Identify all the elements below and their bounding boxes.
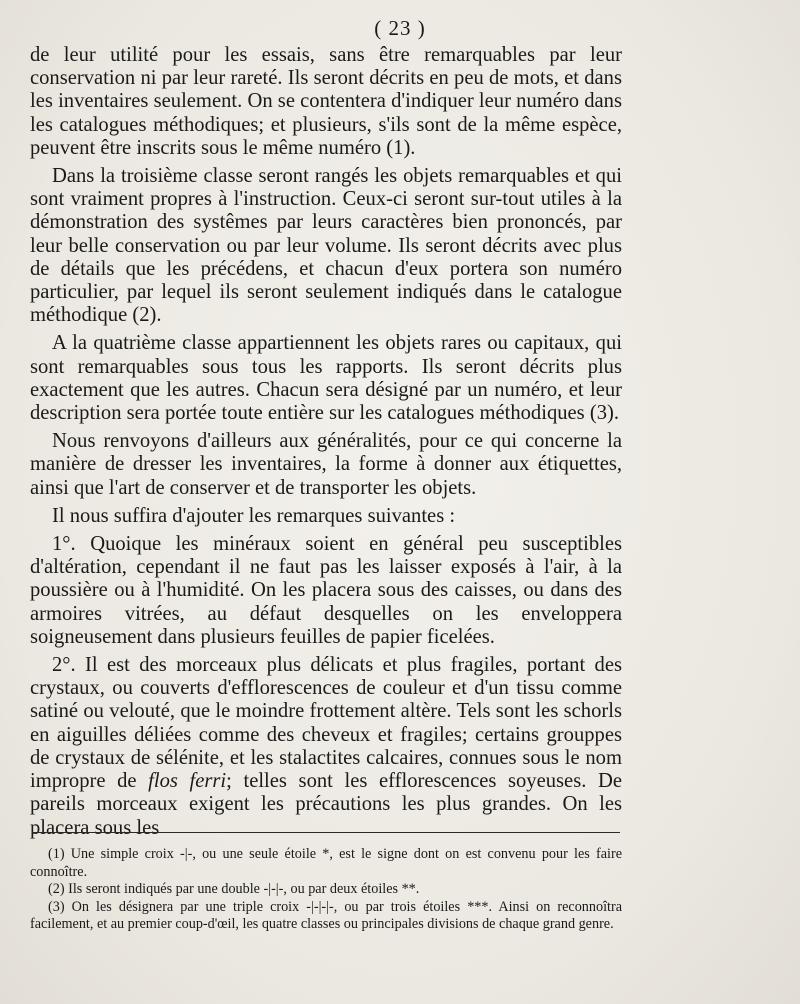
paragraph-remark-1: 1°. Quoique les minéraux soient en général peu susceptibles d'altération, cependant il ne faut pas les laisser exposés à l'air, à la poussière ou à l'humidité. On les placera sous des caisses, ou dans des armoires vitrées, au défaut desquelles on les enveloppera soigneusement dans plusieurs feuilles de papier ficelées. xyxy=(30,533,622,648)
page-number: ( 23 ) xyxy=(374,16,426,40)
paragraph-third-class: Dans la troisième classe seront rangés les objets remarquables et qui sont vraiment propres à l'instruction. Ceux-ci seront sur-tout utiles à la démonstration des systêmes par leurs caractères bien prononcés, par leur belle conservation ou par leur volume. Ils seront décrits avec plus de détails que les précédens, et chacun d'eux portera son numéro particulier, par lequel ils seront seulement indiqués dans le catalogue méthodique (2). xyxy=(30,165,622,327)
remark-2-text-end: ; telles sont les efflorescences soyeuses. De pareils morceaux exigent les précautions les plus grandes. On les placera sous les xyxy=(30,770,622,839)
paragraph-references: Nous renvoyons d'ailleurs aux généralités, pour ce qui concerne la manière de dresser les inventaires, la forme à donner aux étiquettes, ainsi que l'art de conserver et de transporter les objets. xyxy=(30,430,622,499)
paragraph-remark-2 xyxy=(30,654,622,840)
footnote-1: (1) Une simple croix -|-, ou une seule étoile *, est le signe dont on est convenu pour les faire connoître. xyxy=(30,846,622,880)
paragraph-fourth-class: A la quatrième classe appartiennent les objets rares ou capitaux, qui sont remarquables sous tous les rapports. Ils seront décrits plus exactement que les autres. Chacun sera désigné par un numéro, et leur description sera portée toute entière sur les catalogues méthodiques (3). xyxy=(30,332,622,425)
remark-2-text-start: 2°. Il est des morceaux plus délicats et plus fragiles, portant des crystaux, ou couverts d'efflorescences de couleur et d'un tissu comme satiné ou velouté, que le moindre frottement altère. Tels sont les schorls en aiguilles déliées comme des cheveux et fragiles; certains grouppes de crystaux de sélénite, et les stalactites calcaires, connues sous le nom impropre de xyxy=(30,654,622,793)
footnote-divider xyxy=(32,832,620,833)
footnote-2: (2) Ils seront indiqués par une double -|-|-, ou par deux étoiles **. xyxy=(48,881,420,898)
paragraph-continued: de leur utilité pour les essais, sans être remarquables par leur conservation ni par leur rareté. Ils seront décrits en peu de mots, et dans les inventaires seulement. On se contentera d'indiquer leur numéro dans les catalogues méthodiques; et plusieurs, s'ils sont de la même espèce, peuvent être inscrits sous le même numéro (1). xyxy=(30,44,622,159)
remark-2-italic-term: flos ferri xyxy=(148,770,227,793)
footnote-3: (3) On les désignera par une triple croix -|-|-|-, ou par trois étoiles ***. Ainsi on reconnoîtra facilement, et au premier coup-d'œil, les quatre classes ou principales divisions de chaque grand genre. xyxy=(30,898,622,933)
paragraph-remarks-intro: Il nous suffira d'ajouter les remarques suivantes : xyxy=(52,504,456,527)
main-text xyxy=(30,44,622,840)
footnotes xyxy=(30,846,622,934)
